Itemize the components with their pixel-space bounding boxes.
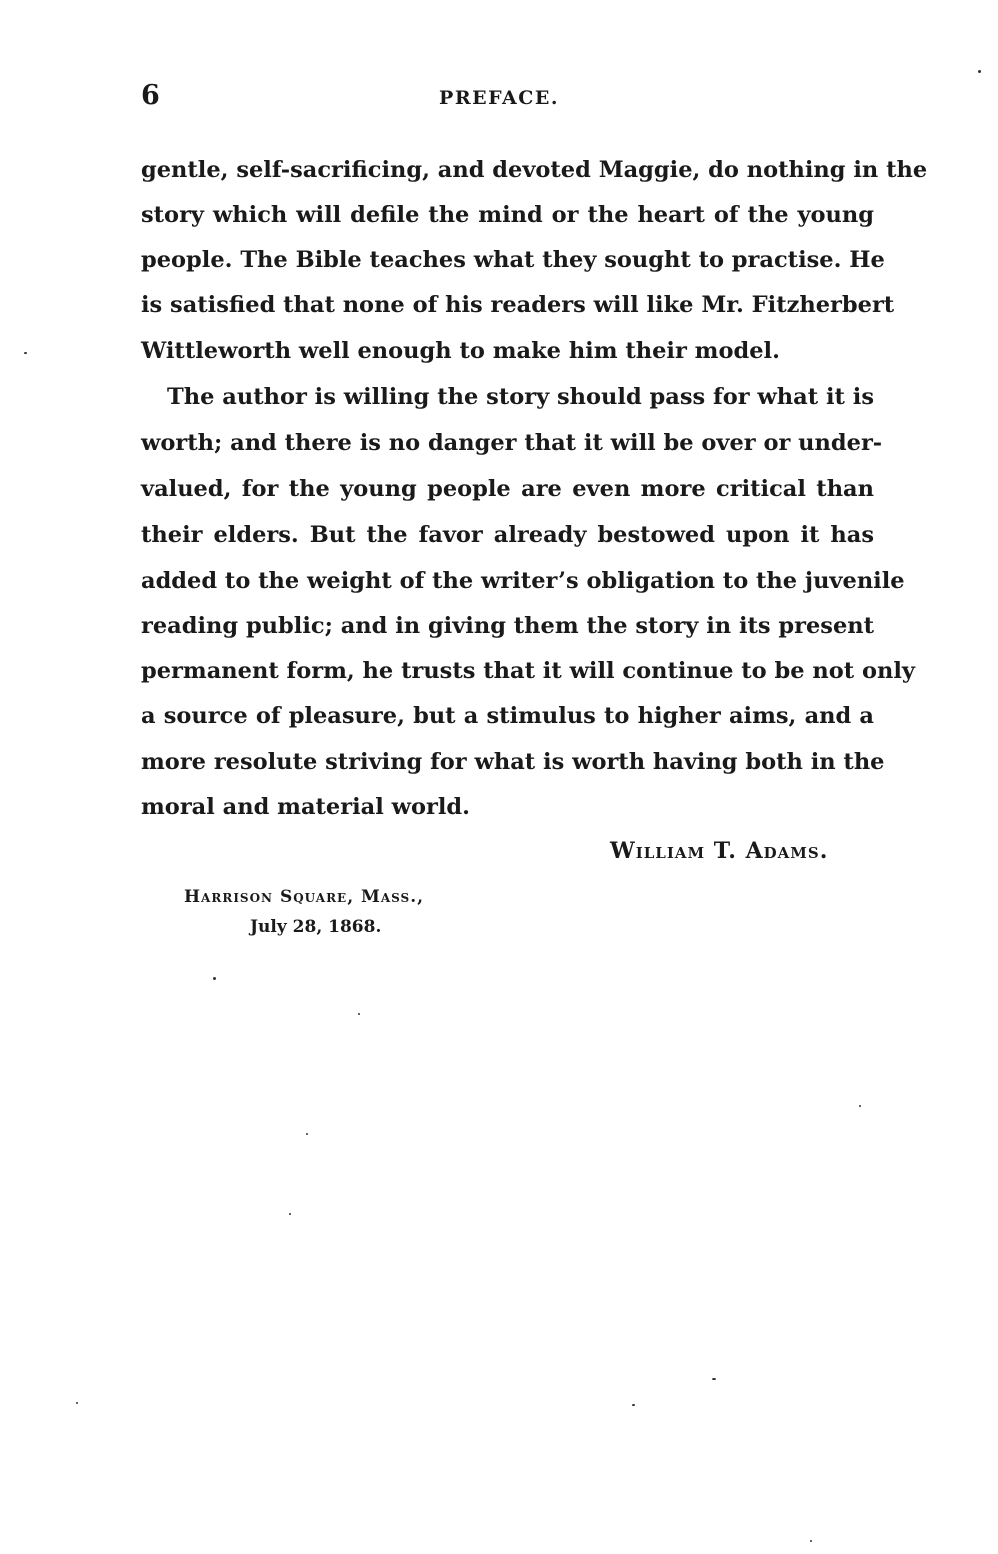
text-line: The author is willing the story should pass for what it is xyxy=(167,384,874,410)
dateline-date: July 28, 1868. xyxy=(250,917,382,937)
text-line: moral and material world. xyxy=(141,794,470,820)
scan-speck xyxy=(358,1013,360,1015)
scan-speck xyxy=(712,1378,716,1380)
text-line: people. The Bible teaches what they sought to practise. He xyxy=(141,247,885,273)
scan-speck xyxy=(289,1213,291,1215)
text-line: is satisfied that none of his readers will like Mr. Fitzherbert xyxy=(141,292,895,318)
text-line: gentle, self-sacrificing, and devoted Maggie, do nothing in the xyxy=(141,157,928,183)
page-number: 6 xyxy=(141,80,160,111)
text-line: their elders. But the favor already bestowed upon it has xyxy=(141,522,874,548)
dateline-place: Harrison Square, Mass., xyxy=(184,887,425,907)
running-title: PREFACE. xyxy=(439,87,559,109)
text-line: more resolute striving for what is worth having both in the xyxy=(141,749,885,775)
scan-speck xyxy=(213,977,216,980)
text-line: reading public; and in giving them the story in its present xyxy=(141,613,875,639)
text-line: Wittleworth well enough to make him their model. xyxy=(141,338,780,364)
scan-speck xyxy=(810,1540,812,1542)
text-line: story which will defile the mind or the heart of the young xyxy=(141,202,874,228)
scan-speck xyxy=(632,1404,635,1406)
scan-speck xyxy=(76,1402,78,1404)
text-line: added to the weight of the writer’s obligation to the juvenile xyxy=(141,568,905,594)
text-line: valued, for the young people are even more critical than xyxy=(141,476,874,502)
scan-speck xyxy=(978,70,981,73)
text-line: permanent form, he trusts that it will continue to be not only xyxy=(141,658,915,684)
text-line: worth; and there is no danger that it will be over or under- xyxy=(141,430,883,456)
scan-speck xyxy=(306,1133,308,1135)
author-signature: William T. Adams. xyxy=(610,838,829,864)
scan-speck xyxy=(24,352,27,354)
text-line: a source of pleasure, but a stimulus to higher aims, and a xyxy=(141,703,874,729)
scan-speck xyxy=(859,1105,861,1107)
